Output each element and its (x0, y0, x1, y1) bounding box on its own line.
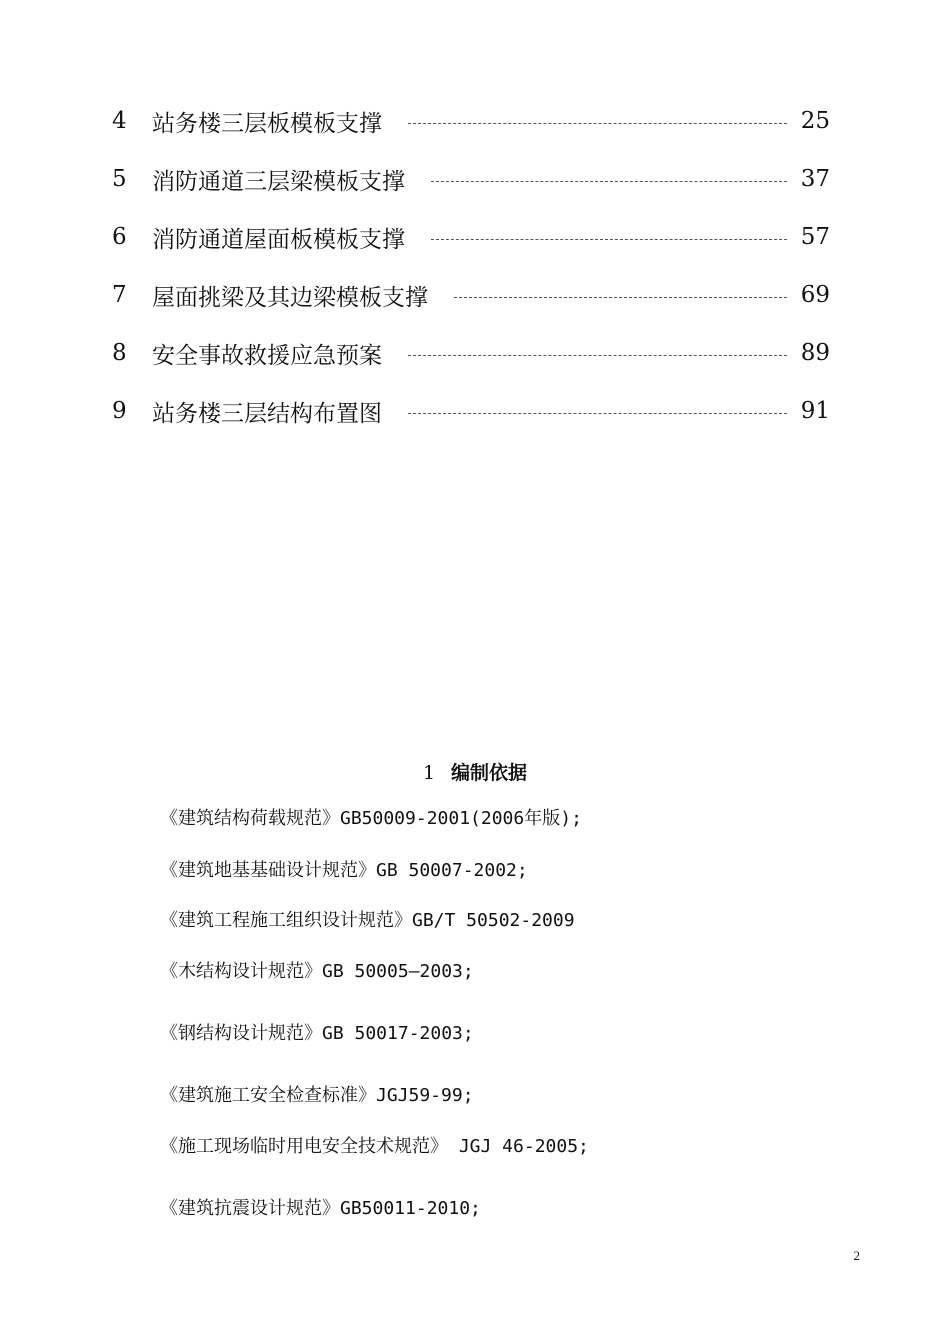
toc-dot-leader (454, 297, 787, 298)
toc-entry[interactable] (112, 324, 830, 382)
toc-entry-title: 安全事故救援应急预案 (152, 342, 382, 369)
toc-entry-page: 57 (800, 224, 830, 250)
reference-item: 《施工现场临时用电安全技术规范》 JGJ 46-2005; (160, 1136, 589, 1157)
toc-dot-leader (408, 355, 787, 356)
toc-entry-page: 69 (800, 282, 830, 308)
toc-entry-number: 9 (112, 398, 127, 424)
toc-dot-leader (408, 413, 787, 414)
toc-entry[interactable] (112, 208, 830, 266)
toc-entry-number: 4 (112, 108, 127, 134)
toc-entry-number: 8 (112, 340, 127, 366)
reference-item: 《建筑施工安全检查标准》JGJ59-99; (160, 1085, 474, 1106)
reference-item: 《建筑抗震设计规范》GB50011-2010; (160, 1198, 481, 1219)
toc-dot-leader (431, 239, 787, 240)
reference-item: 《钢结构设计规范》GB 50017-2003; (160, 1023, 474, 1044)
toc-dot-leader (408, 123, 787, 124)
toc-entry-title: 消防通道屋面板模板支撑 (152, 226, 405, 253)
toc-entry-title: 站务楼三层板模板支撑 (152, 110, 382, 137)
section-number: 1 (422, 762, 436, 784)
toc-entry[interactable] (112, 266, 830, 324)
toc-entry-number: 6 (112, 224, 127, 250)
toc-dot-leader (431, 181, 787, 182)
page-number: 2 (853, 1248, 860, 1263)
toc-entry-page: 89 (800, 340, 830, 366)
reference-item: 《建筑结构荷载规范》GB50009-2001(2006年版); (160, 808, 582, 829)
toc-entry[interactable] (112, 92, 830, 150)
toc-entry[interactable] (112, 382, 830, 440)
reference-item: 《木结构设计规范》GB 50005—2003; (160, 961, 474, 982)
toc-entry-number: 5 (112, 166, 127, 192)
toc-entry-title: 消防通道三层梁模板支撑 (152, 168, 405, 195)
toc-entry-title: 站务楼三层结构布置图 (152, 400, 382, 427)
toc-entry-number: 7 (112, 282, 127, 308)
section-heading (0, 758, 950, 785)
toc-entry[interactable] (112, 150, 830, 208)
table-of-contents (112, 92, 830, 440)
section-title: 编制依据 (451, 762, 528, 784)
reference-item: 《建筑地基基础设计规范》GB 50007-2002; (160, 860, 528, 881)
reference-item: 《建筑工程施工组织设计规范》GB/T 50502-2009 (160, 910, 575, 931)
toc-entry-page: 25 (800, 108, 830, 134)
toc-entry-title: 屋面挑梁及其边梁模板支撑 (152, 284, 428, 311)
toc-entry-page: 91 (800, 398, 830, 424)
toc-entry-page: 37 (800, 166, 830, 192)
